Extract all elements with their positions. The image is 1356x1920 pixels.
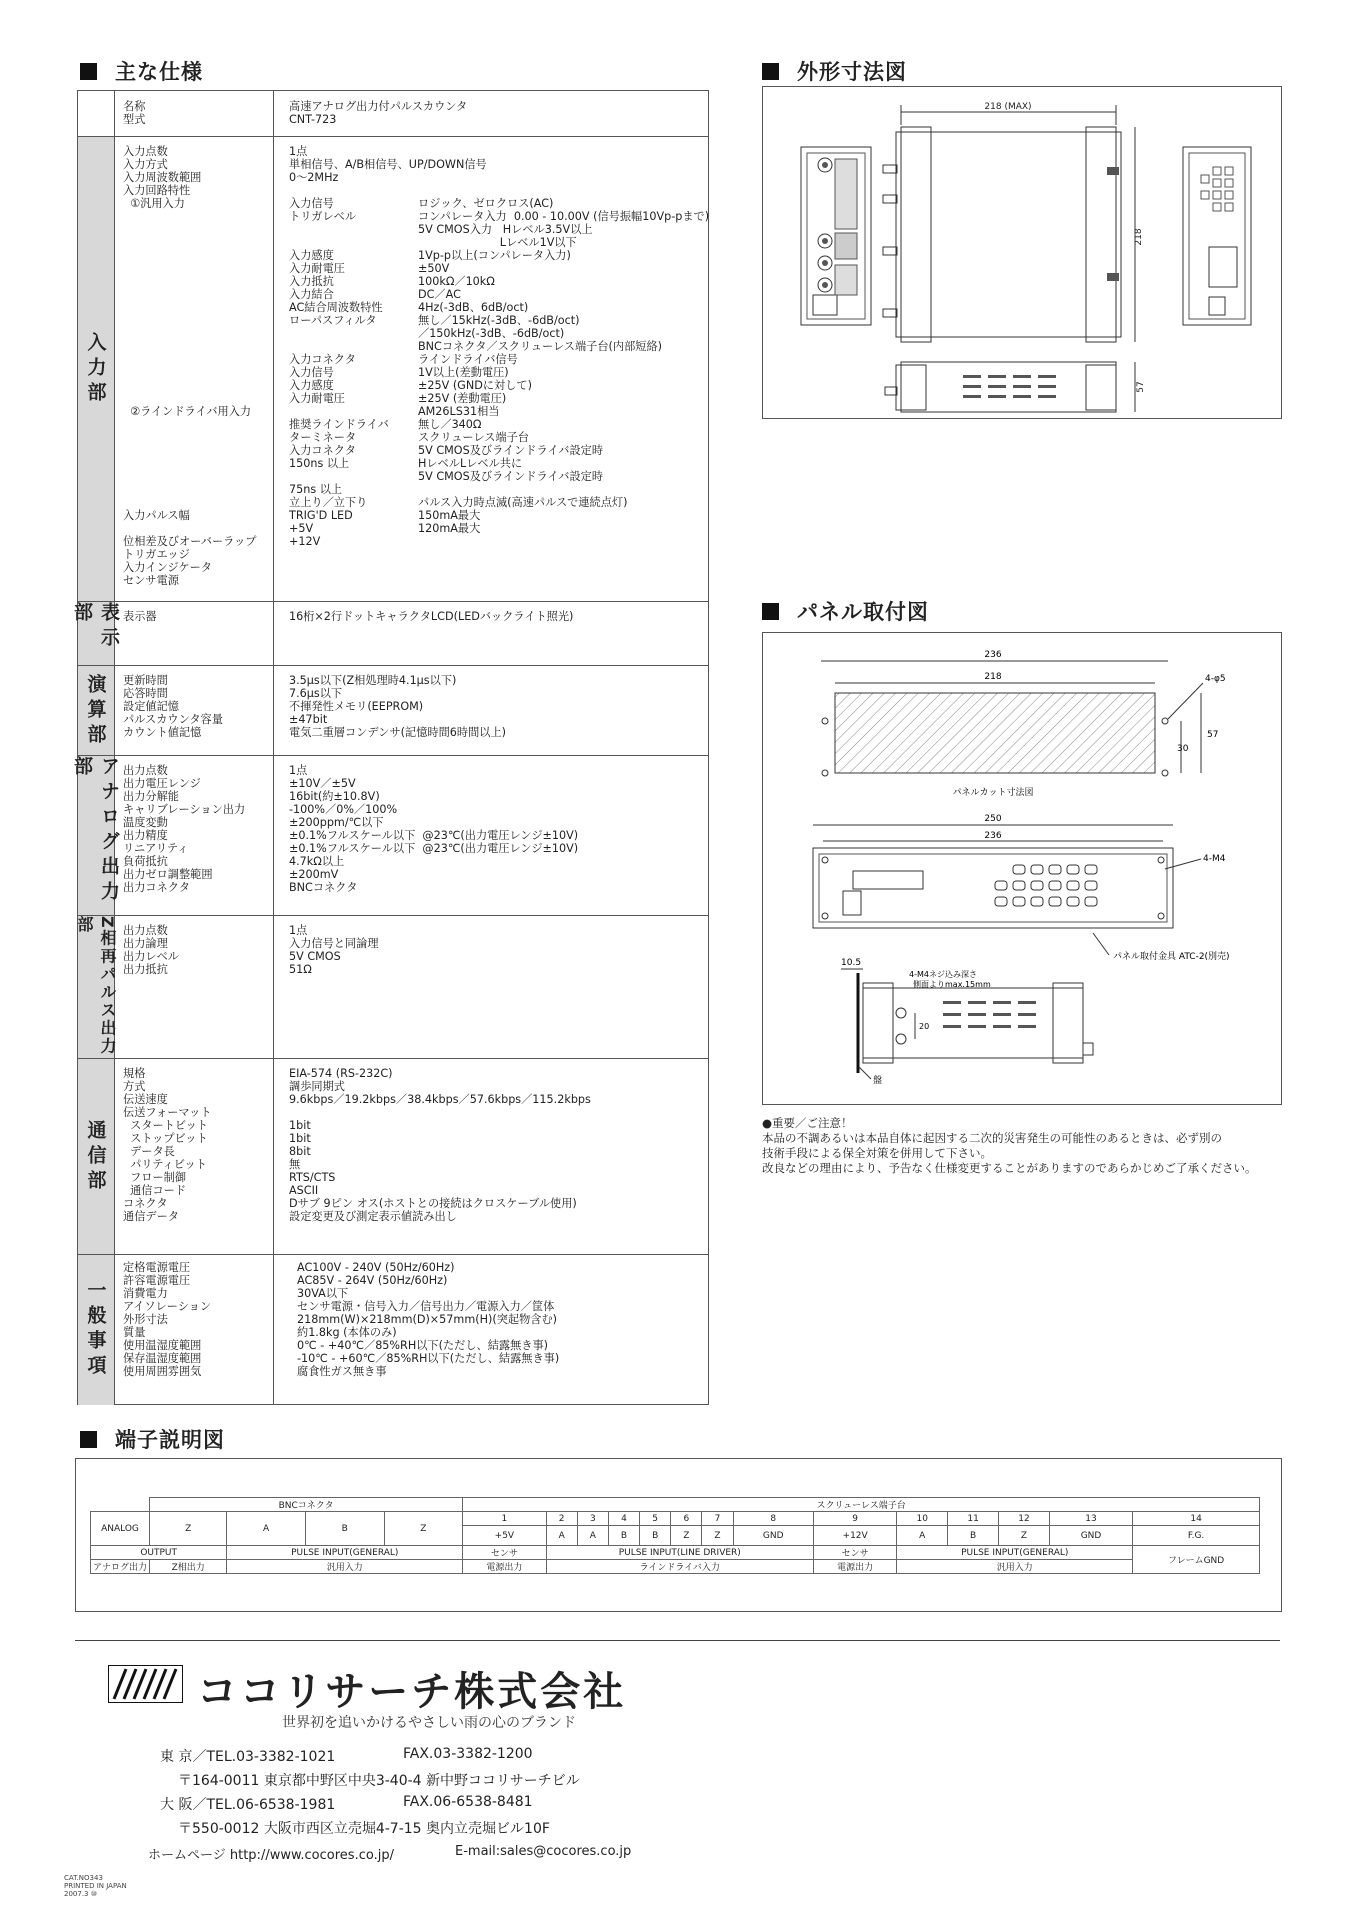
sensor-label: センサ (813, 1546, 896, 1560)
spec-values: 16桁×2行ドットキャラクタLCD(LEDバックライト照光) (289, 610, 574, 623)
square-bullet-icon (80, 1431, 97, 1448)
dim-30: 30 (1177, 744, 1189, 754)
terminal-number: 6 (671, 1512, 702, 1526)
m4-label: 4-M4 (1203, 854, 1226, 864)
category-label: 通信部 (84, 1119, 107, 1195)
terminal-pin: A (546, 1526, 577, 1546)
terminal-pin: B (608, 1526, 639, 1546)
osaka-fax: FAX.06-6538-8481 (403, 1794, 533, 1810)
screw-depth-label: 4-M4ネジ込み深さ (909, 970, 977, 979)
spec-labels: 表示器 (123, 610, 157, 623)
osaka-address: 〒550-0012 大阪市西区立売堀4-7-15 奥内立売堀ビル10F (178, 1821, 550, 1837)
terminal-pin: Z (999, 1526, 1050, 1546)
terminal-number: 13 (1049, 1512, 1132, 1526)
spec-row-comm (78, 1058, 708, 1255)
pulse-general-label: PULSE INPUT(GENERAL) (227, 1546, 463, 1560)
footer-divider (75, 1640, 1280, 1641)
terminal-number: 8 (733, 1512, 813, 1526)
spec-details: ロジック、ゼロクロス(AC) コンパレータ入力 0.00 - 10.00V (信号振幅10Vp-pまで) 5V CMOS入力 Hレベル3.5V以上 Lレベル1V以下 1Vp-p以上(コンパレータ入力) ±50V 100kΩ／10kΩ DC／AC 4Hz(-3dB、6dB/oct) 無し／15kHz(-3dB、-6dB/oct) ／150kHz(-3dB、-6dB/oct) BNCコネクタ／スクリューレス端子台(内部短絡) ラインドライバ信号 1V以上(差動電圧) ±25V (GNDに対して) ±25V (差動電圧) AM26LS31相当 無し／340Ω スクリューレス端子台 5V CMOS及びラインドライバ設定時 HレベルLレベル共に 5V CMOS及びラインドライバ設定時 パルス入力時点滅(高速パルスで連続点灯) 150mA最大 120mA最大 (418, 197, 710, 535)
terminal-number: 9 (813, 1512, 896, 1526)
spec-labels: 出力点数 出力論理 出力レベル 出力抵抗 (123, 924, 179, 976)
outline-width-dim: 218 (MAX) (984, 102, 1032, 112)
tokyo-tel: 東 京／TEL.03-3382-1021 (160, 1749, 336, 1765)
spec-values: 高速アナログ出力付パルスカウンタ CNT-723 (289, 100, 468, 126)
square-bullet-icon (762, 603, 779, 620)
outline-drawing (763, 87, 1281, 418)
bnc-pin: A (227, 1512, 306, 1546)
terminal-pin: +12V (813, 1526, 896, 1546)
spec-labels: 定格電源電圧 許容電源電圧 消費電力 アイソレーション 外形寸法 質量 使用温湿度範囲 保存温湿度範囲 使用周囲雰囲気 (123, 1261, 212, 1378)
dim-57: 57 (1207, 730, 1219, 740)
outline-height-dim: 57 (1136, 381, 1146, 393)
screwless-header: スクリューレス端子台 (463, 1498, 1260, 1512)
spec-values: 1点 単相信号、A/B相信号、UP/DOWN信号 0〜2MHz 入力信号 トリガレベル 入力感度 入力耐電圧 入力抵抗 入力結合 AC結合周波数特性 ローパスフィルタ 入力コネクタ 入力信号 入力感度 入力耐電圧 推奨ラインドライバ ターミネータ 入力コネクタ 150ns 以上 75ns 以上 立上り／立下り TRIG'D LED +5V +12V (289, 145, 487, 548)
analog-cell: ANALOG (91, 1512, 150, 1546)
terminal-pin: +5V (463, 1526, 546, 1546)
holes-label: 4-φ5 (1205, 674, 1226, 684)
cut-caption: パネルカット寸法図 (952, 788, 1034, 798)
company-slogan: 世界初を追いかけるやさしい雨の心のブランド (282, 1715, 576, 1731)
dim-218: 218 (984, 672, 1002, 682)
bnc-pin: Z (384, 1512, 463, 1546)
terminal-number: 3 (577, 1512, 608, 1526)
outline-depth-dim: 218 (1134, 228, 1144, 246)
notice-body: 本品の不調あるいは本品自体に起因する二次的災害発生の可能性のあるときは、必ず別の 技術手段による保全対策を併用して下さい。 改良などの理由により、予告なく仕様変更することがありますのであらかじめご了承ください。 (762, 1131, 1257, 1175)
category-label: 一般事項 (84, 1280, 107, 1380)
spec-labels: 名称 型式 (123, 100, 146, 126)
pulse-general-label: PULSE INPUT(GENERAL) (897, 1546, 1133, 1560)
spec-values: AC100V - 240V (50Hz/60Hz) AC85V - 264V (50Hz/60Hz) 30VA以下 センサ電源・信号入力／信号出力／電源入力／筐体 218mm(W)×218mm(D)×57mm(H)(突起物含む) 約1.8kg (本体のみ) 0℃ - +40℃／85%RH以下(ただし、結露無き事) -10℃ - +60℃／85%RH以下(ただし、結露無き事) 腐食性ガス無き事 (297, 1261, 560, 1378)
category-label: 演算部 (84, 673, 107, 749)
power-out-label: 電源出力 (463, 1560, 546, 1574)
general-in-label: 汎用入力 (227, 1560, 463, 1574)
terminal-number: 7 (702, 1512, 733, 1526)
terminal-pin: A (577, 1526, 608, 1546)
company-logo-icon (108, 1665, 183, 1703)
spec-values: 1点 入力信号と同論理 5V CMOS 51Ω (289, 924, 379, 976)
tokyo-address: 〒164-0011 東京都中野区中央3-40-4 新中野ココリサーチビル (178, 1773, 580, 1789)
terminal-number: 1 (463, 1512, 546, 1526)
terminal-pin: B (948, 1526, 999, 1546)
spec-row-analog (71, 755, 708, 916)
general-in-label: 汎用入力 (897, 1560, 1133, 1574)
bnc-pin: Z (150, 1512, 227, 1546)
category-label: 表示部 (71, 602, 120, 652)
screw-side-label: 側面よりmax.15mm (913, 980, 991, 989)
bnc-header: BNCコネクタ (150, 1498, 463, 1512)
terminal-number: 12 (999, 1512, 1050, 1526)
email-link[interactable]: E-mail:sales@cocores.co.jp (455, 1844, 632, 1859)
spec-labels: 入力点数 入力方式 入力周波数範囲 入力回路特性 ①汎用入力 ②ラインドライバ用入力 入力パルス幅 位相差及びオーバーラップ トリガエッジ 入力インジケータ センサ電源 (123, 145, 257, 587)
pulse-line-label: PULSE INPUT(LINE DRIVER) (546, 1546, 813, 1560)
terminal-pin: Z (671, 1526, 702, 1546)
board-label: 盤 (873, 1076, 883, 1086)
panel-drawing (763, 633, 1281, 1104)
category-label: 入力部 (84, 332, 107, 407)
catalog-number: CAT.NO343 PRINTED IN JAPAN 2007.3 ⑩ (64, 1874, 127, 1898)
terminal-section-title: 端子説明図 (80, 1424, 225, 1454)
bracket-label: パネル取付金具 ATC-2(別売) (1113, 952, 1230, 962)
terminal-table (90, 1497, 1260, 1574)
category-label: アナログ出力部 (71, 756, 120, 906)
terminal-pin: F.G. (1133, 1526, 1260, 1546)
frame-gnd-label: フレームGND (1133, 1546, 1260, 1574)
terminal-box (75, 1458, 1282, 1612)
spec-row-general (78, 1254, 708, 1405)
spec-values: EIA-574 (RS-232C) 調歩同期式 9.6kbps／19.2kbps／38.4kbps／57.6kbps／115.2kbps 1bit 1bit 8bit 無 RTS/CTS ASCII Dサブ 9ピン オス(ホストとの接続はクロスケーブル使用) 設定変更及び測定表示値読み出し (289, 1067, 591, 1223)
terminal-number: 11 (948, 1512, 999, 1526)
notice-heading: ●重要／ご注意！ (762, 1116, 853, 1130)
outline-drawing-box (762, 86, 1282, 419)
company-name: ココリサーチ株式会社 (197, 1669, 627, 1715)
terminal-pin: A (897, 1526, 948, 1546)
spec-row-zphase (75, 915, 708, 1059)
spec-labels: 規格 方式 伝送速度 伝送フォーマット スタートビット ストップビット データ長 パリティビット フロー制御 通信コード コネクタ 通信データ (123, 1067, 212, 1223)
terminal-number: 14 (1133, 1512, 1260, 1526)
terminal-number: 5 (640, 1512, 671, 1526)
terminal-pin: B (640, 1526, 671, 1546)
spec-section-title: 主な仕様 (80, 56, 203, 86)
spec-table (71, 90, 710, 1405)
bnc-pin: B (305, 1512, 384, 1546)
spec-row-header (78, 91, 708, 136)
osaka-tel: 大 阪／TEL.06-6538-1981 (160, 1797, 336, 1813)
spec-row-display (71, 601, 708, 666)
output-label: OUTPUT (91, 1546, 227, 1560)
terminal-number: 4 (608, 1512, 639, 1526)
spec-values: 3.5μs以下(Z相処理時4.1μs以下) 7.6μs以下 不揮発性メモリ(EEPROM) ±47bit 電気二重層コンデンサ(記憶時間6時間以上) (289, 674, 506, 739)
square-bullet-icon (80, 63, 97, 80)
terminal-number: 2 (546, 1512, 577, 1526)
terminal-pin: GND (1049, 1526, 1132, 1546)
terminal-pin: GND (733, 1526, 813, 1546)
z-out-label: Z相出力 (150, 1560, 227, 1574)
spec-values: 1点 ±10V／±5V 16bit(約±10.8V) -100%／0%／100% ±200ppm/℃以下 ±0.1%フルスケール以下 @23℃(出力電圧レンジ±10V) ±0.1%フルスケール以下 @23℃(出力電圧レンジ±10V) 4.7kΩ以上 ±200mV BNCコネクタ (289, 764, 579, 894)
outline-section-title: 外形寸法図 (762, 56, 907, 86)
dim-236: 236 (984, 650, 1002, 660)
website-link[interactable]: ホームページ http://www.cocores.co.jp/ (148, 1848, 394, 1863)
spec-row-calc (78, 665, 708, 756)
terminal-pin: Z (702, 1526, 733, 1546)
dim-250: 250 (984, 814, 1002, 824)
square-bullet-icon (762, 63, 779, 80)
dim-10-5: 10.5 (841, 958, 862, 968)
power-out-label: 電源出力 (813, 1560, 896, 1574)
notice (762, 1116, 1282, 1176)
panel-drawing-box (762, 632, 1282, 1105)
tokyo-fax: FAX.03-3382-1200 (403, 1746, 533, 1762)
spec-labels: 出力点数 出力電圧レンジ 出力分解能 キャリブレーション出力 温度変動 出力精度 リニアリティ 負荷抵抗 出力ゼロ調整範囲 出力コネクタ (123, 764, 246, 894)
sensor-label: センサ (463, 1546, 546, 1560)
spec-labels: 更新時間 応答時間 設定値記憶 パルスカウンタ容量 カウント値記憶 (123, 674, 223, 739)
category-label: Z相再パルス出力部 (75, 916, 117, 1056)
line-in-label: ラインドライバ入力 (546, 1560, 813, 1574)
panel-section-title: パネル取付図 (762, 596, 929, 626)
dim-20: 20 (919, 1022, 930, 1031)
dim-236b: 236 (984, 831, 1002, 841)
analog-out-label: アナログ出力 (91, 1560, 150, 1574)
spec-row-input (78, 136, 708, 602)
terminal-number: 10 (897, 1512, 948, 1526)
